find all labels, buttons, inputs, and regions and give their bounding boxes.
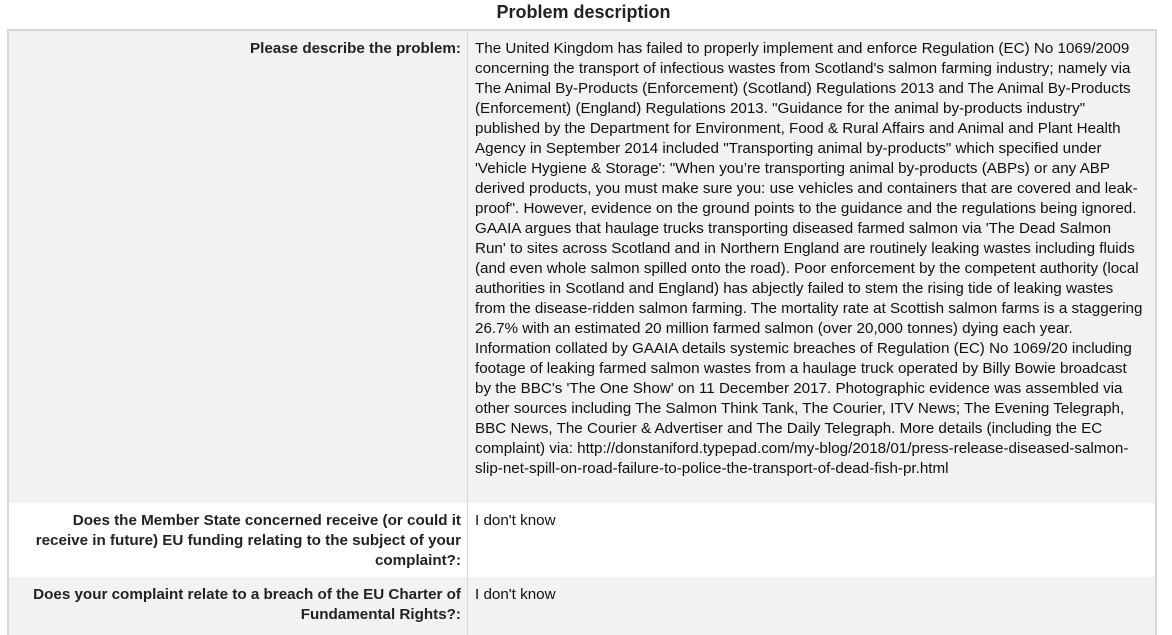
problem-value: The United Kingdom has failed to properly implement and enforce Regulation (EC) No 1069/2009 concerning the transport of infectious wastes from Scotland's salmon farming industry; namely via The Animal By-Products (Enforcement) (Scotland) Regulations 2013 and The Animal By-Products (Enforcement) (England) Regulations 2013. "Guidance for the animal by-products industry" published by the Department for Environment, Food & Rural Affairs and Animal and Plant Health Agency in September 2014 included "Transporting animal by-products" which specified under 'Vehicle Hygiene & Storage': "When you’re transporting animal by-products (ABPs) or any ABP derived products, you must make sure you: use vehicles and containers that are covered and leak-proof". However, evidence on the ground points to the guidance and the regulations being ignored. GAAIA argues that haulage trucks transporting diseased farmed salmon via 'The Dead Salmon Run' to sites across Scotland and in Northern England are routinely leaking wastes including fluids (and even whole salmon spilled onto the road). Poor enforcement by the competent authority (local authorities in Scotland and England) has abjectly failed to stem the rising tide of leaking wastes from the disease-ridden salmon farming. The mortality rate at Scottish salmon farms is a staggering 26.7% with an estimated 20 million farmed salmon (over 20,000 tonnes) dying each year. Information collated by GAAIA details systemic breaches of Regulation (EC) No 1069/20 including footage of leaking farmed salmon wastes from a haulage truck operated by Billy Bowie broadcast by the BBC's 'The One Show' on 11 December 2017. Photographic evidence was assembled via other sources including The Salmon Think Tank, The Courier, ITV News; The Evening Telegraph, BBC News, The Courier & Advertiser and The Daily Telegraph. More details (including the EC complaint) via: http://donstaniford.typepad.com/my-blog/2018/01/press-release-diseased-salmon-slip-net-spill-on-road-failure-to-police-the-transport-of-dead-fish-pr.html	[475, 40, 1143, 477]
table-row-eu-funding	[9, 503, 1155, 577]
charter-label: Does your complaint relate to a breach of the EU Charter of Fundamental Rights?:	[9, 577, 468, 635]
charter-value: I don't know	[475, 586, 556, 603]
table-row-problem	[9, 31, 1155, 503]
table-row-charter	[9, 577, 1155, 635]
eu-funding-value: I don't know	[475, 512, 556, 529]
problem-description-table	[7, 29, 1157, 635]
eu-funding-label: Does the Member State concerned receive (or could it receive in future) EU funding relating to the subject of your complaint?:	[9, 503, 468, 577]
section-title: Problem description	[496, 2, 671, 22]
problem-label: Please describe the problem:	[9, 31, 468, 503]
